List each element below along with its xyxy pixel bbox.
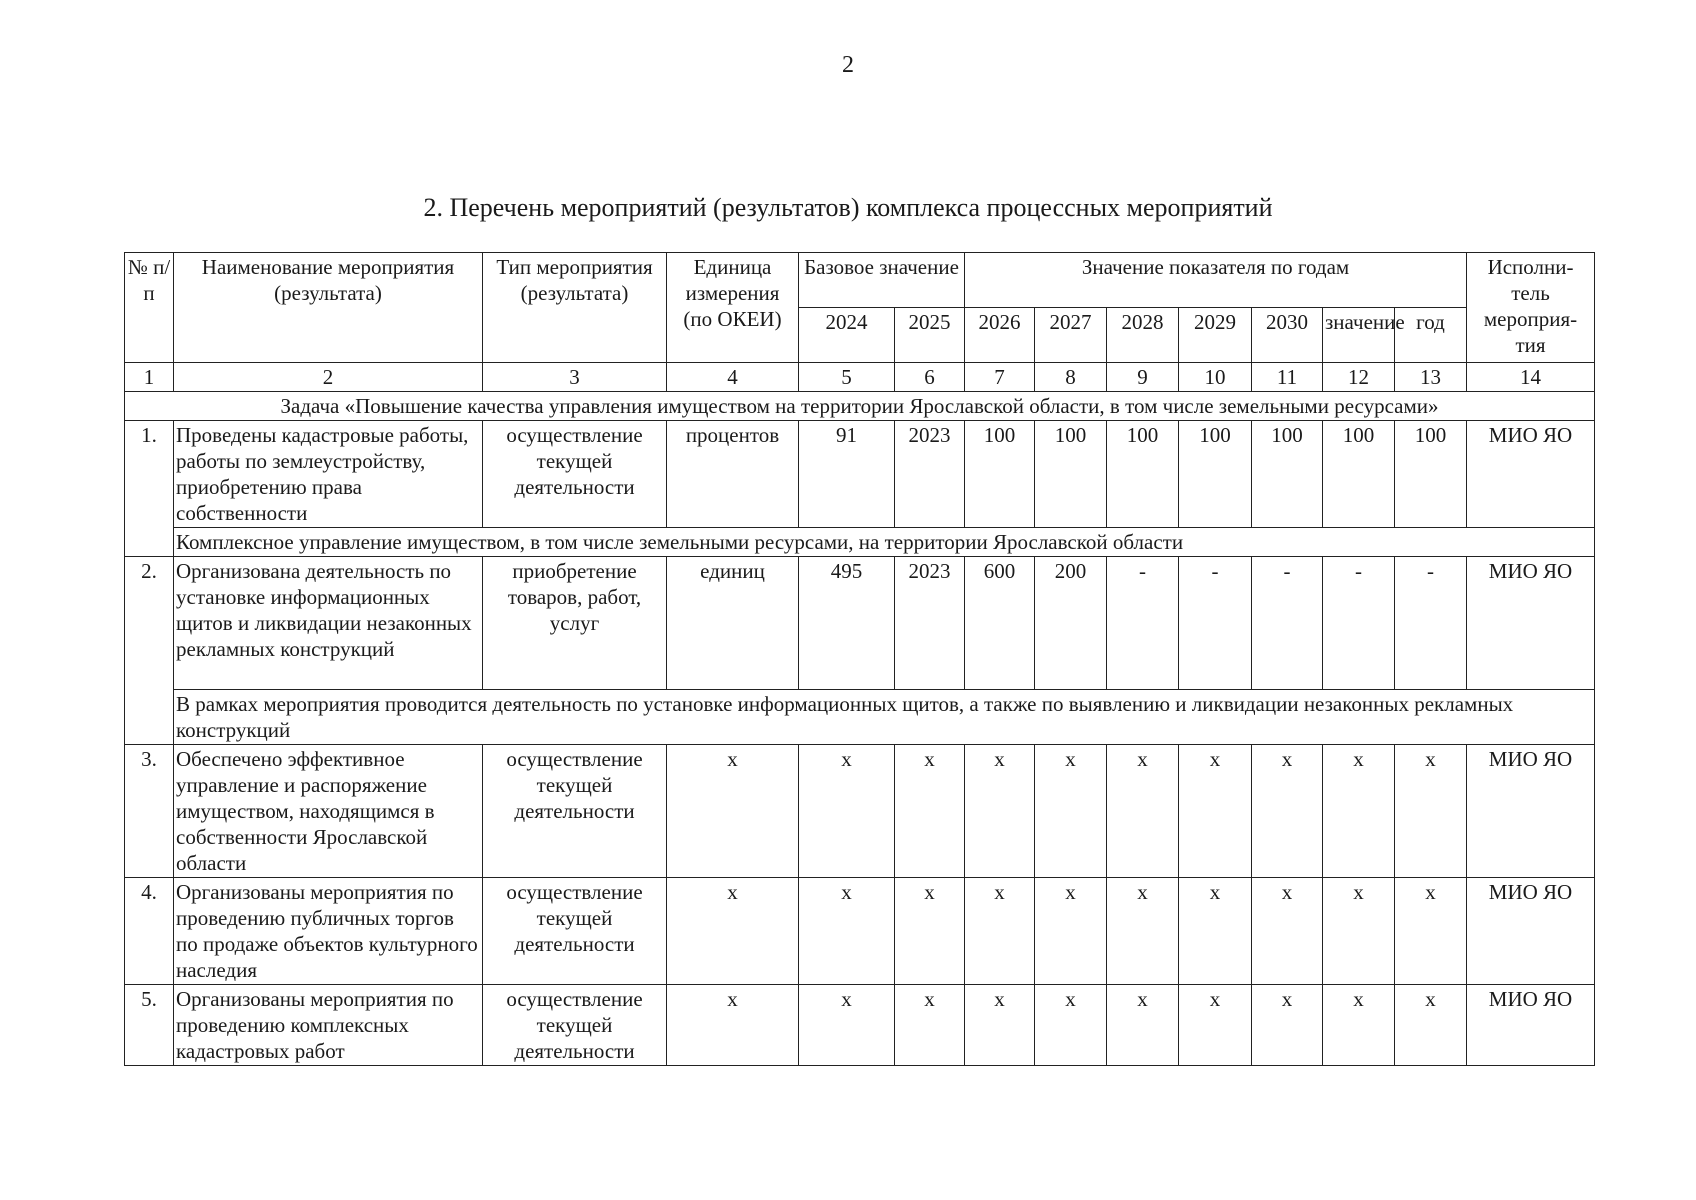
row-base-value: 495	[799, 557, 895, 690]
table-row-note	[125, 528, 1595, 557]
column-number: 8	[1035, 363, 1107, 392]
table-row	[125, 985, 1595, 1066]
row-base-year: х	[895, 745, 965, 878]
row-type: осуществление текущей деятельности	[483, 985, 667, 1066]
column-number: 13	[1395, 363, 1467, 392]
row-value: х	[1323, 985, 1395, 1066]
row-base-value: х	[799, 745, 895, 878]
row-name: Организована деятельность по установке информационных щитов и ликвидации незаконных рекламных конструкций	[174, 557, 483, 690]
header-name: Наименование мероприятия (результата)	[174, 253, 483, 363]
row-type: осуществление текущей деятельности	[483, 878, 667, 985]
row-value: х	[1395, 745, 1467, 878]
row-base-value: х	[799, 878, 895, 985]
row-number: 4.	[125, 878, 174, 985]
header-year: 2029	[1179, 308, 1252, 363]
row-value: -	[1107, 557, 1179, 690]
table-row	[125, 421, 1595, 528]
row-value: х	[1323, 878, 1395, 985]
row-value: х	[1252, 985, 1323, 1066]
row-value: х	[1252, 878, 1323, 985]
row-base-year: х	[895, 878, 965, 985]
header-year: 2025	[895, 308, 965, 363]
header-num: № п/п	[125, 253, 174, 363]
table-row	[125, 878, 1595, 985]
row-value: х	[1179, 878, 1252, 985]
row-value: 100	[1252, 421, 1323, 528]
column-number: 12	[1323, 363, 1395, 392]
row-base-year: 2023	[895, 557, 965, 690]
row-value: х	[1035, 745, 1107, 878]
row-value: х	[1107, 985, 1179, 1066]
column-number: 7	[965, 363, 1035, 392]
row-base-year: 2023	[895, 421, 965, 528]
table-row	[125, 745, 1595, 878]
header-year: 2026	[965, 308, 1035, 363]
column-number: 4	[667, 363, 799, 392]
row-executor: МИО ЯО	[1467, 878, 1595, 985]
header-executor: Исполни- тель мероприя- тия	[1467, 253, 1595, 363]
row-value: х	[965, 878, 1035, 985]
table-header-row	[125, 253, 1595, 308]
row-value: х	[1107, 745, 1179, 878]
row-type: осуществление текущей деятельности	[483, 421, 667, 528]
task-title: Задача «Повышение качества управления имуществом на территории Ярославской области, в том числе земельными ресурсами»	[125, 392, 1595, 421]
table-row	[125, 557, 1595, 690]
row-value: -	[1395, 557, 1467, 690]
row-value: 100	[1395, 421, 1467, 528]
row-value: х	[965, 985, 1035, 1066]
header-base-value: значение	[1323, 308, 1395, 363]
row-executor: МИО ЯО	[1467, 745, 1595, 878]
row-unit: х	[667, 878, 799, 985]
column-number: 11	[1252, 363, 1323, 392]
row-value: х	[1035, 985, 1107, 1066]
row-unit: х	[667, 985, 799, 1066]
column-numbers-row	[125, 363, 1595, 392]
header-year: 2027	[1035, 308, 1107, 363]
row-value: 100	[1179, 421, 1252, 528]
row-value: 100	[1035, 421, 1107, 528]
column-number: 2	[174, 363, 483, 392]
row-value: 100	[1107, 421, 1179, 528]
header-year: 2028	[1107, 308, 1179, 363]
row-value: 100	[965, 421, 1035, 528]
row-value: -	[1179, 557, 1252, 690]
row-executor: МИО ЯО	[1467, 557, 1595, 690]
header-base: Базовое значение	[799, 253, 965, 308]
row-note: В рамках мероприятия проводится деятельность по установке информационных щитов, а также по выявлению и ликвидации незаконных рекламных конструкций	[174, 690, 1595, 745]
row-value: х	[965, 745, 1035, 878]
row-value: х	[1395, 878, 1467, 985]
row-value: х	[1107, 878, 1179, 985]
column-number: 5	[799, 363, 895, 392]
column-number: 6	[895, 363, 965, 392]
page-title: 2. Перечень мероприятий (результатов) комплекса процессных мероприятий	[423, 193, 1273, 222]
row-value: 200	[1035, 557, 1107, 690]
row-value: х	[1323, 745, 1395, 878]
row-name: Проведены кадастровые работы, работы по землеустройству, приобретению права собственности	[174, 421, 483, 528]
table-row-note	[125, 690, 1595, 745]
column-number: 14	[1467, 363, 1595, 392]
row-value: х	[1395, 985, 1467, 1066]
row-name: Обеспечено эффективное управление и распоряжение имуществом, находящимся в собственности Ярославской области	[174, 745, 483, 878]
row-number: 5.	[125, 985, 174, 1066]
row-number: 1.	[125, 421, 174, 557]
events-table	[124, 252, 1595, 1066]
header-base-year: год	[1395, 308, 1467, 363]
row-unit: х	[667, 745, 799, 878]
column-number: 1	[125, 363, 174, 392]
row-value: 600	[965, 557, 1035, 690]
row-unit: единиц	[667, 557, 799, 690]
row-base-value: х	[799, 985, 895, 1066]
header-year: 2024	[799, 308, 895, 363]
row-number: 2.	[125, 557, 174, 745]
column-number: 10	[1179, 363, 1252, 392]
row-base-value: 91	[799, 421, 895, 528]
row-base-year: х	[895, 985, 965, 1066]
column-number: 9	[1107, 363, 1179, 392]
row-unit: процентов	[667, 421, 799, 528]
row-name: Организованы мероприятия по проведению публичных торгов по продаже объектов культурного наследия	[174, 878, 483, 985]
row-value: х	[1252, 745, 1323, 878]
row-note: Комплексное управление имуществом, в том числе земельными ресурсами, на территории Ярославской области	[174, 528, 1595, 557]
row-executor: МИО ЯО	[1467, 985, 1595, 1066]
header-unit: Единица измерения (по ОКЕИ)	[667, 253, 799, 363]
header-type: Тип мероприятия (результата)	[483, 253, 667, 363]
row-value: х	[1035, 878, 1107, 985]
row-value: -	[1252, 557, 1323, 690]
row-executor: МИО ЯО	[1467, 421, 1595, 528]
row-name: Организованы мероприятия по проведению комплексных кадастровых работ	[174, 985, 483, 1066]
row-type: приобретение товаров, работ, услуг	[483, 557, 667, 690]
row-value: х	[1179, 745, 1252, 878]
task-row	[125, 392, 1595, 421]
row-value: х	[1179, 985, 1252, 1066]
row-value: 100	[1323, 421, 1395, 528]
header-years-group: Значение показателя по годам	[965, 253, 1467, 308]
page-number: 2	[842, 52, 854, 78]
column-number: 3	[483, 363, 667, 392]
row-type: осуществление текущей деятельности	[483, 745, 667, 878]
row-value: -	[1323, 557, 1395, 690]
row-number: 3.	[125, 745, 174, 878]
header-year: 2030	[1252, 308, 1323, 363]
